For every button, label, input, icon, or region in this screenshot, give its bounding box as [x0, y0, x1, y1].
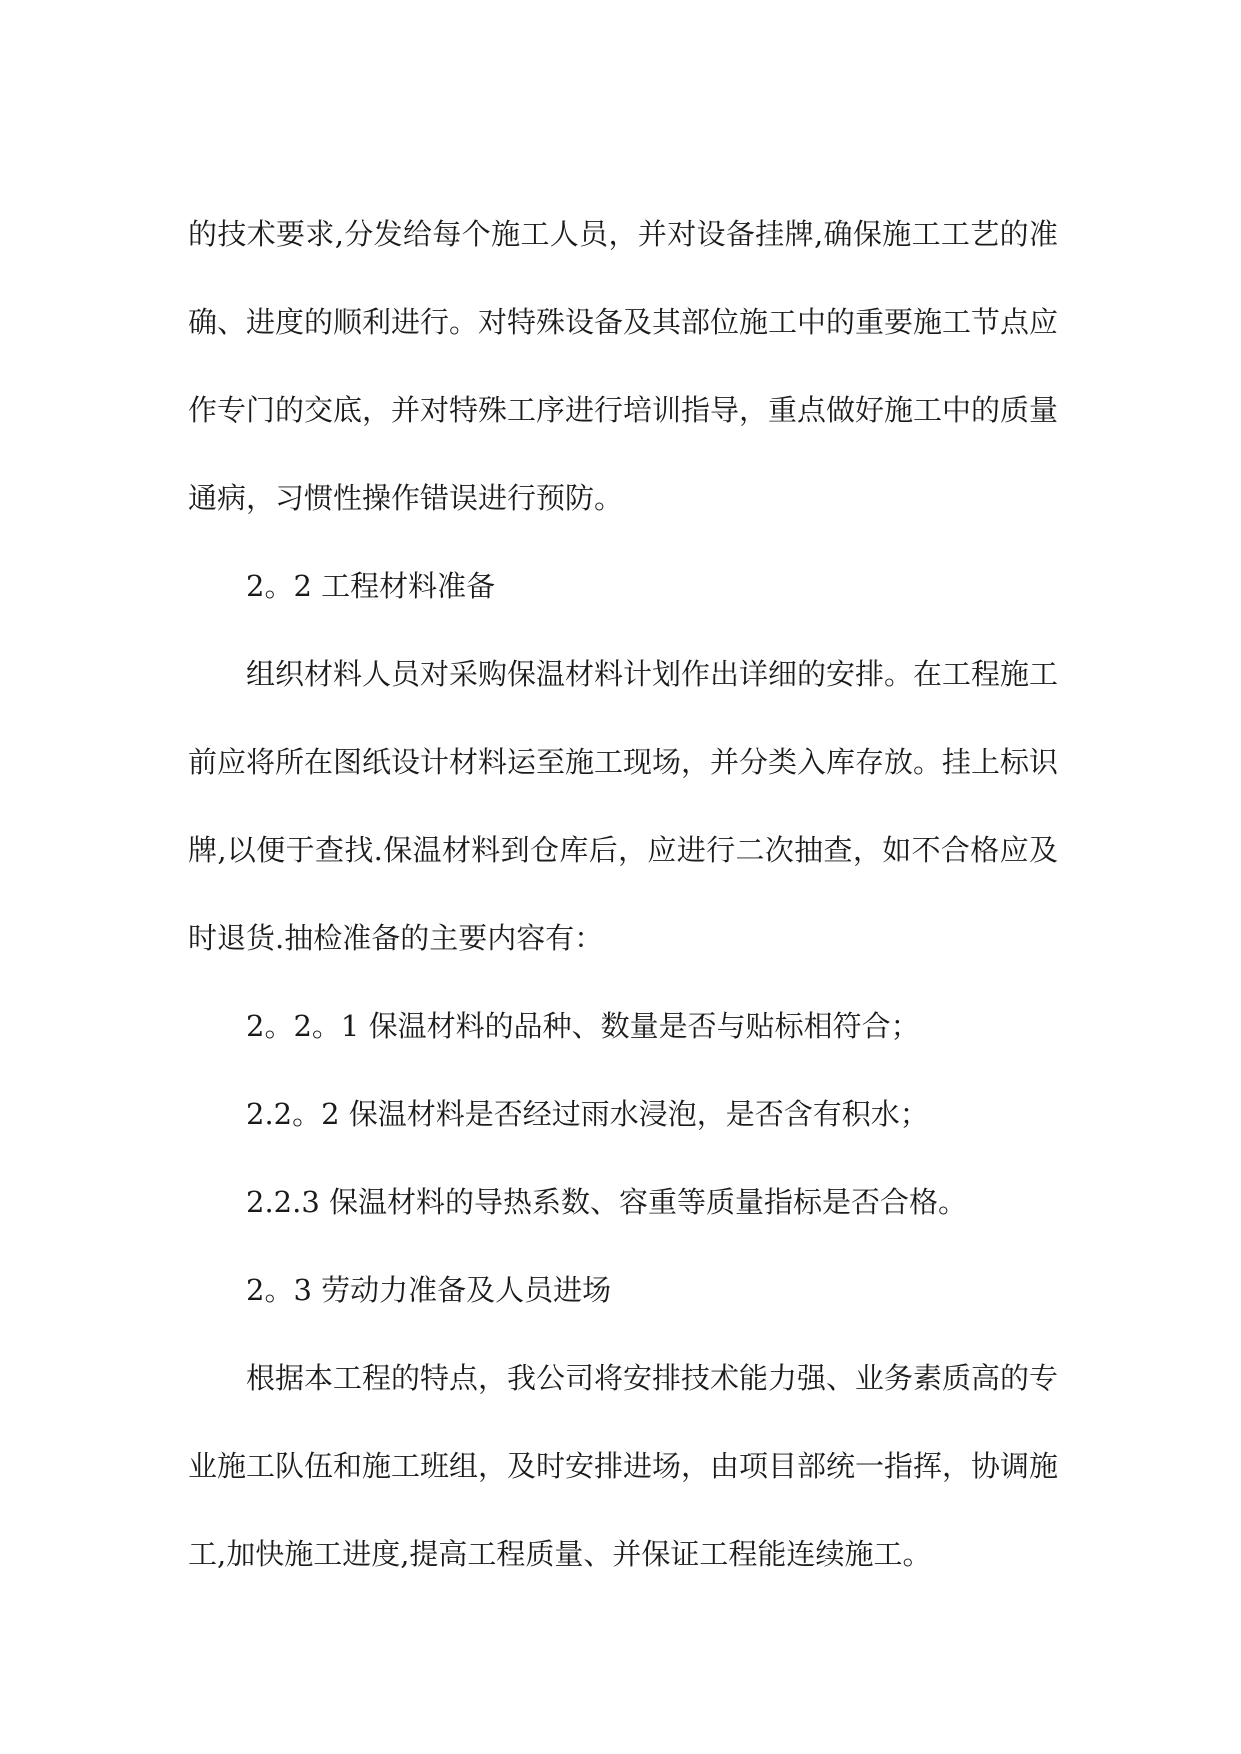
- paragraph-line: 的技术要求,分发给每个施工人员，并对设备挂牌,确保施工工艺的准: [188, 217, 1058, 251]
- paragraph-line: 前应将所在图纸设计材料运至施工现场，并分类入库存放。挂上标识: [188, 745, 1058, 779]
- paragraph-line: 根据本工程的特点，我公司将安排技术能力强、业务素质高的专: [246, 1361, 1058, 1395]
- list-item-2-2-3: 2.2.3 保温材料的导热系数、容重等质量指标是否合格。: [246, 1185, 968, 1219]
- section-heading-2-3: 2。3 劳动力准备及人员进场: [246, 1273, 612, 1307]
- document-body: [188, 190, 1058, 1598]
- paragraph-line: 通病，习惯性操作错误进行预防。: [188, 481, 624, 515]
- paragraph-technical-requirements: [188, 190, 1058, 542]
- list-item-2-2-1: 2。2。1 保温材料的品种、数量是否与贴标相符合；: [246, 1009, 920, 1043]
- paragraph-labor-preparation: [188, 1334, 1058, 1598]
- paragraph-line: 时退货.抽检准备的主要内容有：: [188, 921, 604, 955]
- paragraph-line: 工,加快施工进度,提高工程质量、并保证工程能连续施工。: [188, 1537, 932, 1571]
- paragraph-line: 作专门的交底，并对特殊工序进行培训指导，重点做好施工中的质量: [188, 393, 1058, 427]
- paragraph-line: 确、进度的顺利进行。对特殊设备及其部位施工中的重要施工节点应: [188, 305, 1058, 339]
- paragraph-line: 组织材料人员对采购保温材料计划作出详细的安排。在工程施工: [246, 657, 1058, 691]
- paragraph-line: 牌,以便于查找.保温材料到仓库后，应进行二次抽查，如不合格应及: [188, 833, 1058, 867]
- paragraph-line: 业施工队伍和施工班组，及时安排进场，由项目部统一指挥，协调施: [188, 1449, 1058, 1483]
- list-item-2-2-2: 2.2。2 保温材料是否经过雨水浸泡，是否含有积水；: [246, 1097, 929, 1131]
- section-heading-2-2: 2。2 工程材料准备: [246, 569, 496, 603]
- paragraph-material-preparation: [188, 630, 1058, 982]
